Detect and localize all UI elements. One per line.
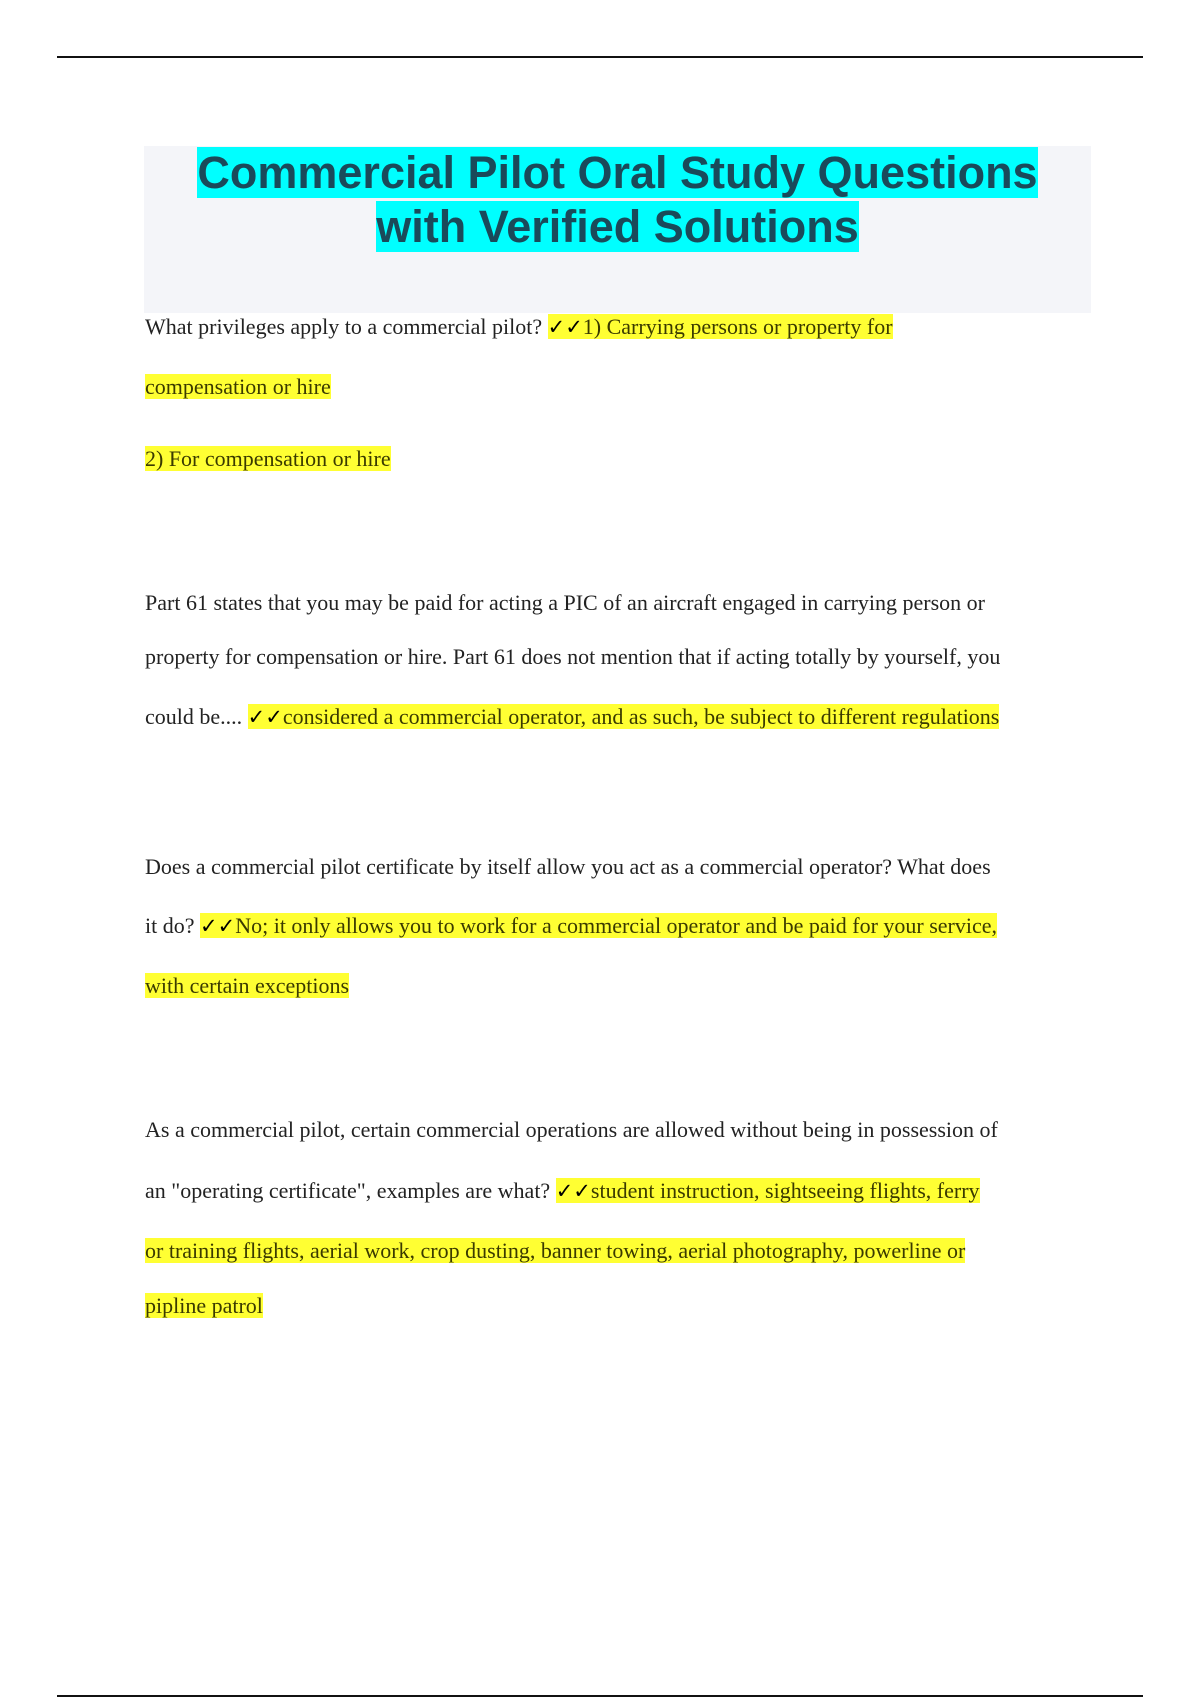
header-rule	[57, 56, 1143, 58]
answer-text: 2) For compensation or hire	[145, 446, 391, 471]
answer-text: pipline patrol	[145, 1293, 263, 1318]
answer-text: 1) Carrying persons or property for	[582, 314, 893, 339]
question-text: Does a commercial pilot certificate by itself allow you act as a commercial operator? What does	[145, 854, 991, 879]
question-text: As a commercial pilot, certain commercial operations are allowed without being in possession of	[145, 1117, 998, 1142]
question-text: Part 61 states that you may be paid for acting a PIC of an aircraft engaged in carrying person or	[145, 590, 985, 615]
answer-text: considered a commercial operator, and as such, be subject to different regulations	[282, 704, 1000, 729]
footer-rule	[57, 1695, 1143, 1697]
document-title	[144, 146, 1091, 254]
answer-text: with certain exceptions	[145, 973, 350, 998]
title-line-2: with Verified Solutions	[376, 201, 859, 252]
title-block	[144, 146, 1091, 313]
question-text: property for compensation or hire. Part 61 does not mention that if acting totally by yourself, you	[145, 644, 1001, 669]
question-text: an "operating certificate", examples are what?	[145, 1178, 556, 1203]
check-icon: ✓✓	[247, 705, 283, 729]
answer-text: No; it only allows you to work for a commercial operator and be paid for your service,	[235, 913, 998, 938]
check-icon: ✓✓	[547, 315, 583, 339]
question-text: could be....	[145, 704, 248, 729]
question-text: What privileges apply to a commercial pilot?	[145, 314, 548, 339]
answer-text: or training flights, aerial work, crop dusting, banner towing, aerial photography, powerline or	[145, 1238, 966, 1263]
title-line-1: Commercial Pilot Oral Study Questions	[197, 147, 1038, 198]
check-icon: ✓✓	[200, 914, 236, 938]
answer-text: student instruction, sightseeing flights, ferry	[590, 1178, 980, 1203]
question-text: it do?	[145, 913, 200, 938]
check-icon: ✓✓	[555, 1179, 591, 1203]
answer-text: compensation or hire	[145, 374, 331, 399]
